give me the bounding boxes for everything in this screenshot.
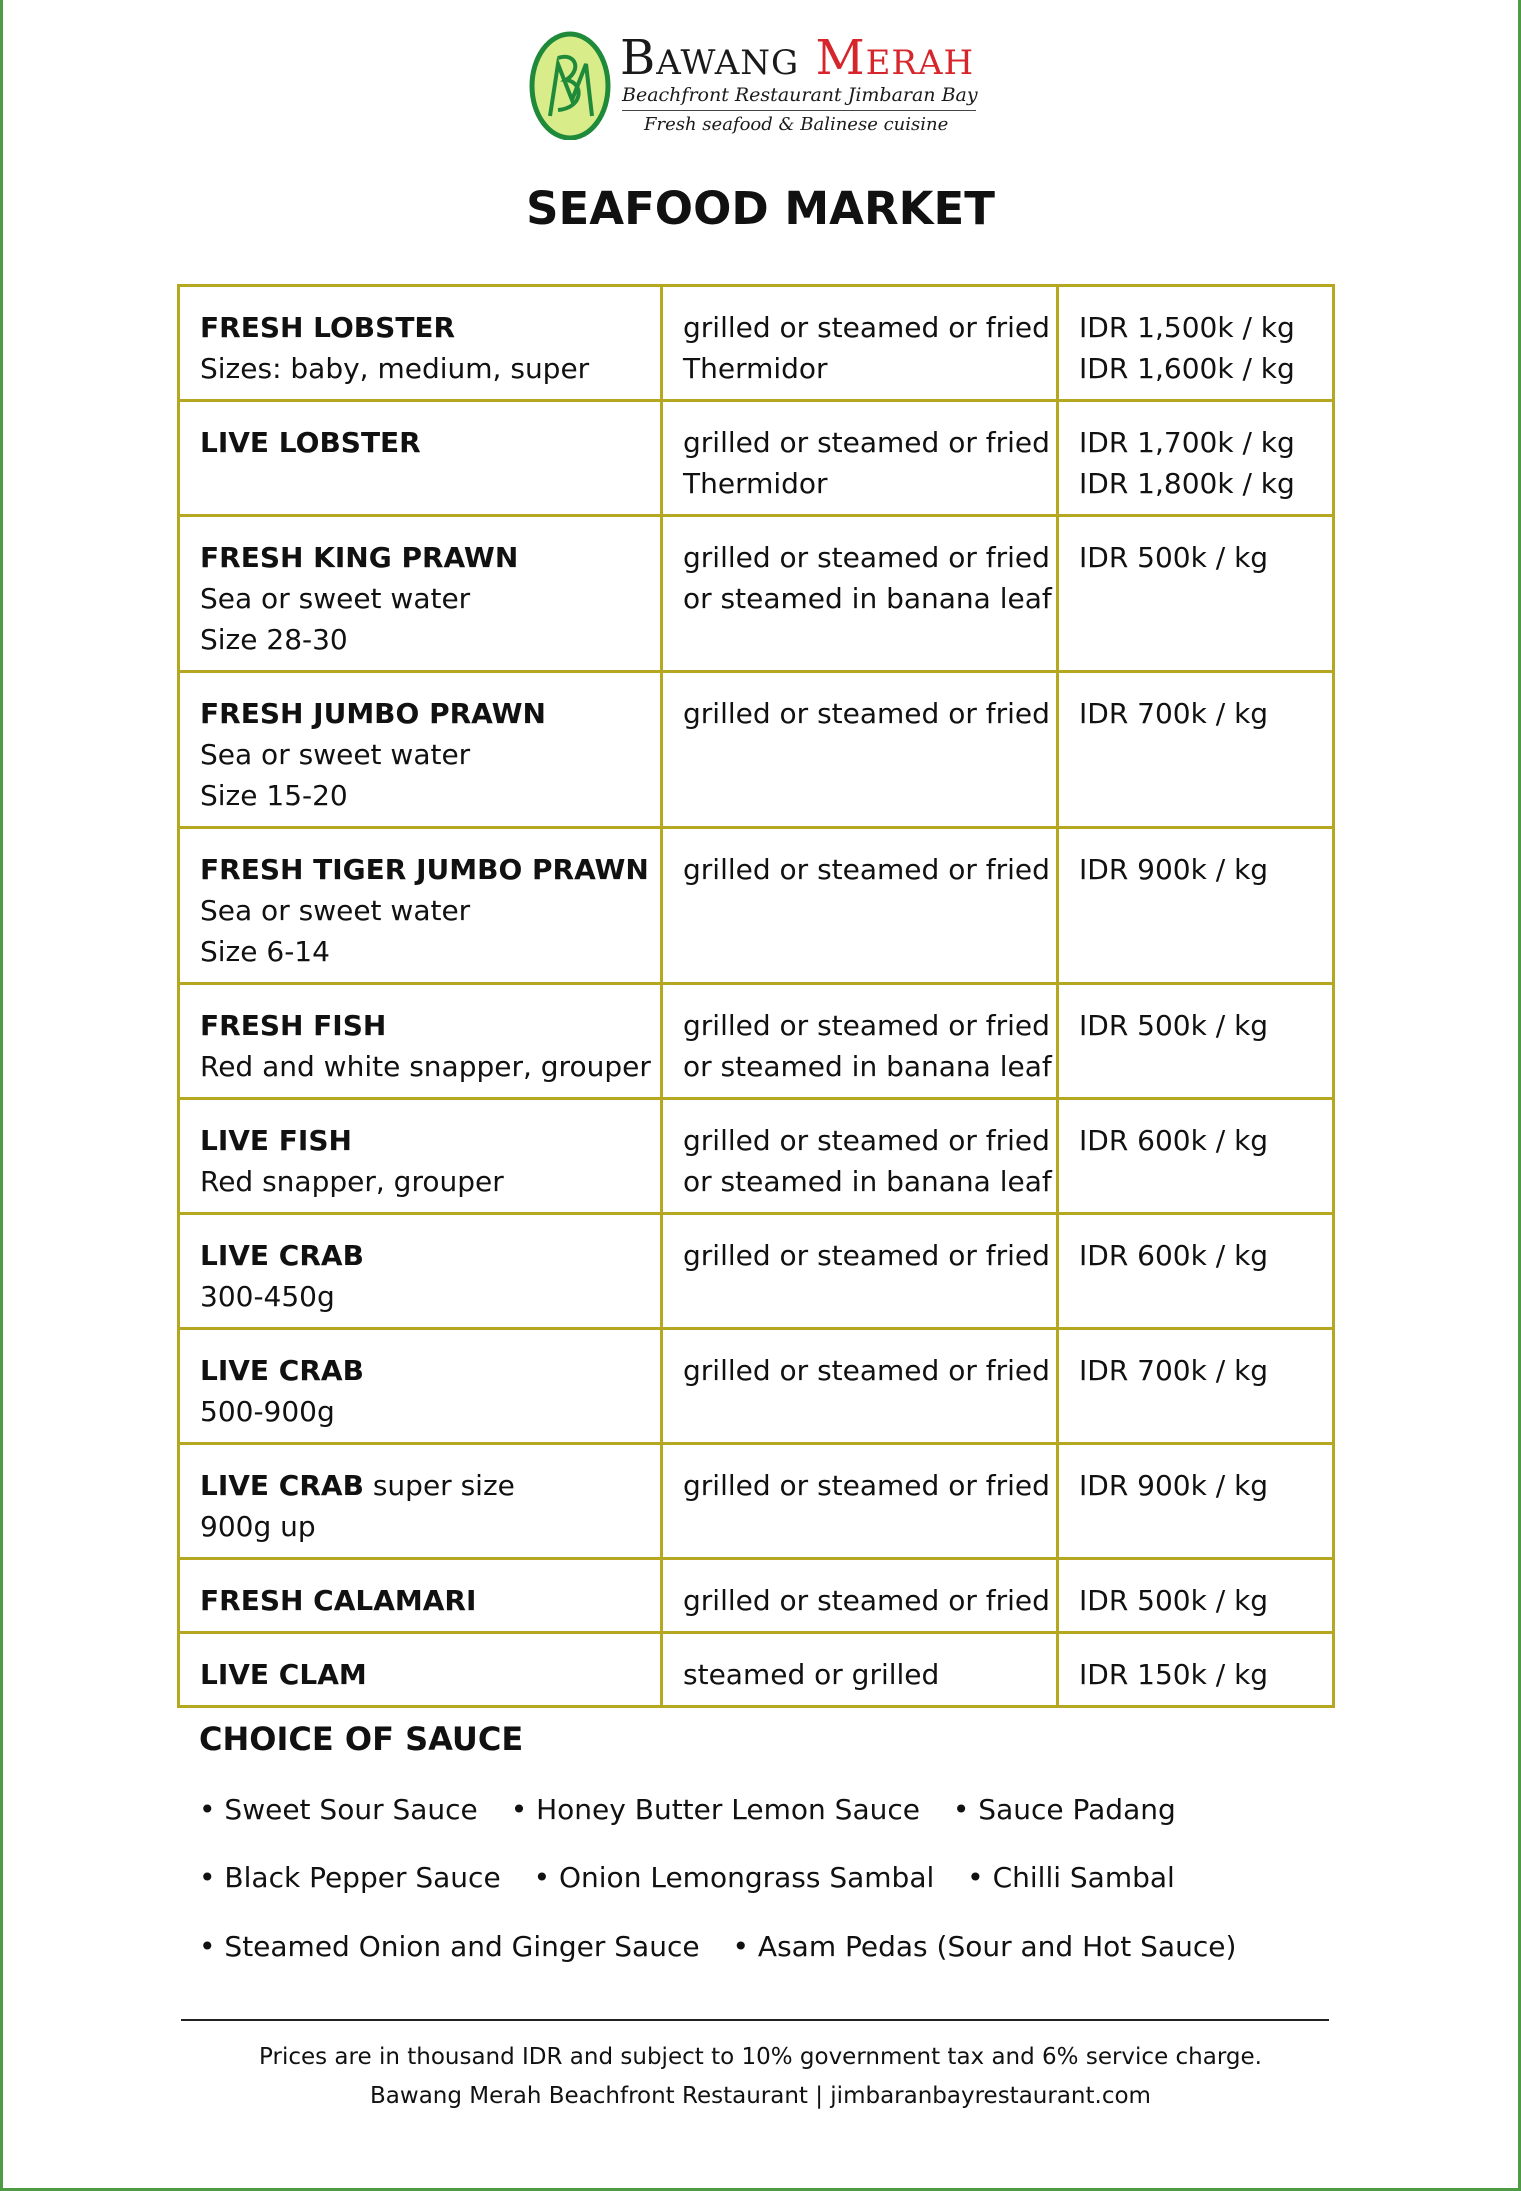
preparation-line: grilled or steamed or fried [683, 311, 1050, 344]
item-name-line [200, 1235, 640, 1276]
price: IDR 700k / kg [1079, 697, 1269, 730]
sauce-item: • Onion Lemongrass Sambal [533, 1861, 935, 1894]
item-name: LIVE LOBSTER [200, 426, 421, 459]
item-detail: 900g up [200, 1510, 316, 1543]
item-name: FRESH JUMBO PRAWN [200, 697, 546, 730]
price: IDR 900k / kg [1079, 853, 1269, 886]
item-cell [179, 516, 662, 672]
preparation-line: or steamed in banana leaf [683, 1050, 1052, 1083]
price-note: Prices are in thousand IDR and subject to 10% government tax and 6% service charge. [259, 2044, 1262, 2070]
bm-monogram-icon [528, 30, 614, 140]
price-cell [1058, 516, 1334, 672]
preparation-line: grilled or steamed or fried [683, 697, 1050, 730]
sauce-item: • Steamed Onion and Ginger Sauce [199, 1930, 700, 1963]
table-row [179, 1214, 1334, 1329]
item-name: FRESH FISH [200, 1009, 387, 1042]
item-size: Size 15-20 [200, 779, 348, 812]
preparation-line: steamed or grilled [683, 1658, 940, 1691]
price-cell [1058, 1214, 1334, 1329]
item-name-line [200, 1465, 640, 1506]
table-row [179, 1559, 1334, 1633]
item-name-line [200, 849, 649, 890]
price: IDR 1,500k / kg [1079, 311, 1295, 344]
preparation-cell [662, 984, 1058, 1099]
price: IDR 1,600k / kg [1079, 352, 1295, 385]
preparation-line: grilled or steamed or fried [683, 1009, 1050, 1042]
item-cell [179, 984, 662, 1099]
preparation-line: grilled or steamed or fried [683, 1354, 1050, 1387]
table-row [179, 286, 1334, 401]
preparation-cell [662, 1214, 1058, 1329]
item-detail: 300-450g [200, 1280, 335, 1313]
sauce-row-2 [199, 1861, 1199, 1894]
item-cell [179, 401, 662, 516]
item-name: LIVE CLAM [200, 1658, 367, 1691]
item-cell [179, 828, 662, 984]
logo-divider [622, 110, 976, 111]
brand-tagline: Beachfront Restaurant Jimbaran Bay [622, 84, 978, 106]
price: IDR 500k / kg [1079, 541, 1269, 574]
sauce-heading: CHOICE OF SAUCE [199, 1720, 524, 1758]
item-name-line [200, 1005, 640, 1046]
item-name: FRESH TIGER JUMBO PRAWN [200, 853, 649, 886]
preparation-line: or steamed in banana leaf [683, 1165, 1052, 1198]
price: IDR 500k / kg [1079, 1009, 1269, 1042]
price-cell [1058, 1444, 1334, 1559]
sauce-item: • Sweet Sour Sauce [199, 1793, 478, 1826]
price-cell [1058, 672, 1334, 828]
table-row [179, 828, 1334, 984]
price-cell [1058, 984, 1334, 1099]
price: IDR 500k / kg [1079, 1584, 1269, 1617]
item-name-line [200, 307, 640, 348]
item-detail: Sea or sweet water [200, 894, 471, 927]
brand-name: Bawang Merah [620, 30, 975, 86]
sauce-row-1 [199, 1793, 1200, 1826]
preparation-line: Thermidor [683, 352, 828, 385]
item-name-suffix: super size [372, 1469, 515, 1502]
item-detail: Sizes: baby, medium, super [200, 352, 590, 385]
item-name: LIVE CRAB [200, 1469, 364, 1502]
sauce-item: • Chilli Sambal [967, 1861, 1175, 1894]
item-detail: Red snapper, grouper [200, 1165, 504, 1198]
table-row [179, 1633, 1334, 1707]
price-cell [1058, 401, 1334, 516]
price: IDR 150k / kg [1079, 1658, 1269, 1691]
item-name-line [200, 537, 640, 578]
price-cell [1058, 1099, 1334, 1214]
preparation-cell [662, 1099, 1058, 1214]
sauce-item: • Honey Butter Lemon Sauce [510, 1793, 920, 1826]
preparation-cell [662, 672, 1058, 828]
price: IDR 700k / kg [1079, 1354, 1269, 1387]
seafood-price-table [177, 284, 1335, 1708]
item-cell [179, 286, 662, 401]
item-name: LIVE CRAB [200, 1239, 364, 1272]
price: IDR 900k / kg [1079, 1469, 1269, 1502]
item-name-line [200, 1120, 640, 1161]
item-size: Size 6-14 [200, 935, 330, 968]
item-name-line [200, 422, 640, 463]
table-row [179, 401, 1334, 516]
price: IDR 1,700k / kg [1079, 426, 1295, 459]
preparation-cell [662, 401, 1058, 516]
price-cell [1058, 828, 1334, 984]
item-name-line [200, 1350, 640, 1391]
item-detail: Sea or sweet water [200, 582, 471, 615]
item-cell [179, 1329, 662, 1444]
price-cell [1058, 1329, 1334, 1444]
table-row [179, 1444, 1334, 1559]
price-cell [1058, 1559, 1334, 1633]
preparation-line: grilled or steamed or fried [683, 1124, 1050, 1157]
sauce-item: • Black Pepper Sauce [199, 1861, 501, 1894]
preparation-cell [662, 828, 1058, 984]
item-name-line [200, 1580, 640, 1621]
item-name: LIVE FISH [200, 1124, 352, 1157]
item-size: Size 28-30 [200, 623, 348, 656]
item-name: FRESH LOBSTER [200, 311, 456, 344]
table-row [179, 672, 1334, 828]
table-row [179, 516, 1334, 672]
table-row [179, 1099, 1334, 1214]
preparation-cell [662, 1444, 1058, 1559]
preparation-line: Thermidor [683, 467, 828, 500]
restaurant-logo [528, 30, 978, 140]
price-cell [1058, 286, 1334, 401]
table-row [179, 1329, 1334, 1444]
preparation-cell [662, 286, 1058, 401]
sauce-item: • Sauce Padang [952, 1793, 1176, 1826]
preparation-cell [662, 1329, 1058, 1444]
price: IDR 1,800k / kg [1079, 467, 1295, 500]
preparation-line: grilled or steamed or fried [683, 853, 1050, 886]
price-cell [1058, 1633, 1334, 1707]
sauce-item: • Asam Pedas (Sour and Hot Sauce) [732, 1930, 1237, 1963]
preparation-line: grilled or steamed or fried [683, 1584, 1050, 1617]
preparation-cell [662, 1559, 1058, 1633]
preparation-cell [662, 1633, 1058, 1707]
sauce-row-3 [199, 1930, 1260, 1963]
item-cell [179, 1444, 662, 1559]
item-name: LIVE CRAB [200, 1354, 364, 1387]
preparation-line: grilled or steamed or fried [683, 1239, 1050, 1272]
item-name: FRESH CALAMARI [200, 1584, 477, 1617]
item-name-line [200, 1654, 640, 1695]
item-cell [179, 1099, 662, 1214]
item-cell [179, 1214, 662, 1329]
item-cell [179, 672, 662, 828]
preparation-line: or steamed in banana leaf [683, 582, 1052, 615]
preparation-line: grilled or steamed or fried [683, 541, 1050, 574]
item-detail: Red and white snapper, grouper [200, 1050, 651, 1083]
item-detail: Sea or sweet water [200, 738, 471, 771]
item-cell [179, 1633, 662, 1707]
table-row [179, 984, 1334, 1099]
footer-divider [181, 2019, 1329, 2021]
page-title: SEAFOOD MARKET [526, 182, 995, 235]
item-cell [179, 1559, 662, 1633]
contact-line: Bawang Merah Beachfront Restaurant | jimbaranbayrestaurant.com [370, 2083, 1151, 2109]
preparation-cell [662, 516, 1058, 672]
brand-subtagline: Fresh seafood & Balinese cuisine [644, 114, 949, 135]
item-name: FRESH KING PRAWN [200, 541, 519, 574]
item-name-line [200, 693, 640, 734]
price: IDR 600k / kg [1079, 1124, 1269, 1157]
preparation-line: grilled or steamed or fried [683, 1469, 1050, 1502]
item-detail: 500-900g [200, 1395, 335, 1428]
preparation-line: grilled or steamed or fried [683, 426, 1050, 459]
price: IDR 600k / kg [1079, 1239, 1269, 1272]
